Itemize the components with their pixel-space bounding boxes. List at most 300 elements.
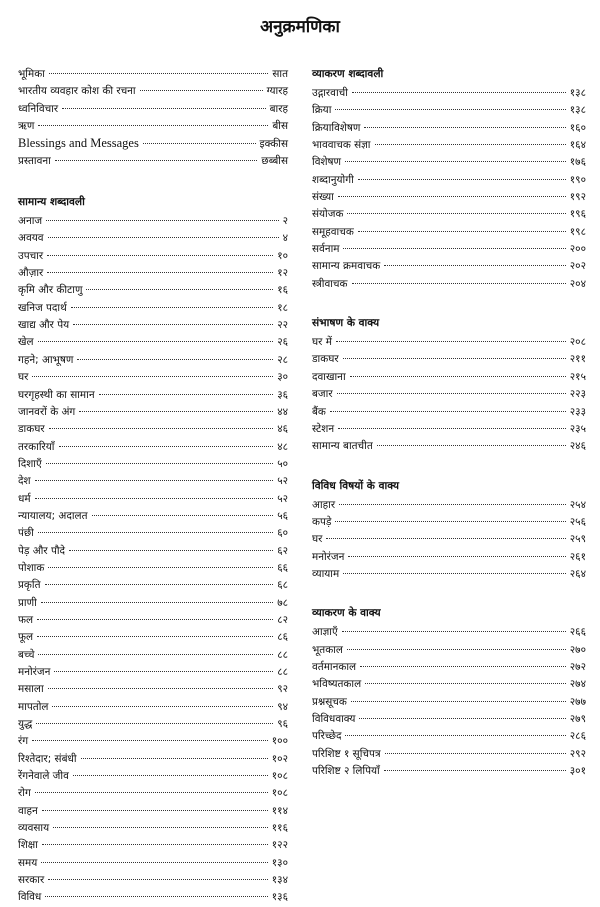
toc-entry-label: घर <box>312 533 323 546</box>
toc-entry-label: परिच्छेद <box>312 730 342 743</box>
toc-entry <box>312 549 586 566</box>
toc-entry-label: खेल <box>18 336 34 349</box>
toc-entry <box>312 120 586 137</box>
toc-entry <box>312 189 586 206</box>
dot-leader <box>69 550 273 551</box>
toc-entry-label: व्यायाम <box>312 567 340 580</box>
toc-entry <box>18 872 288 889</box>
toc-entry-label: आज्ञाएँ <box>312 626 338 639</box>
toc-entry-page: १९८ <box>569 225 586 238</box>
toc-entry <box>18 334 288 351</box>
toc-entry-label: रिश्तेदार; संबंधी <box>18 752 77 765</box>
toc-entry-page: बीस <box>272 120 288 133</box>
toc-entry-page: १९२ <box>569 191 586 204</box>
toc-entry <box>312 676 586 693</box>
dot-leader <box>79 411 273 412</box>
toc-entry-page: २५९ <box>569 533 586 546</box>
toc-entry-page: २२ <box>277 319 288 332</box>
toc-entry-page: १२ <box>277 267 288 280</box>
dot-leader <box>49 428 274 429</box>
toc-entry-label: भूमिका <box>18 68 45 80</box>
toc-entry <box>312 404 586 421</box>
toc-entry <box>312 102 586 119</box>
toc-entry-label: मापतोल <box>18 700 49 713</box>
dot-leader <box>41 862 268 863</box>
dot-leader <box>342 631 566 632</box>
toc-entry <box>18 803 288 820</box>
toc-entry-page: २३५ <box>569 422 586 435</box>
toc-entry <box>312 566 586 583</box>
dot-leader <box>350 376 566 377</box>
toc-entry-page: ९२ <box>277 683 288 696</box>
toc-entry-label: पंछी <box>18 527 34 540</box>
toc-entry-page: ९४ <box>277 700 288 713</box>
dot-leader <box>81 758 268 759</box>
toc-entry-page: ४६ <box>277 423 288 436</box>
toc-entry-page: १७६ <box>569 156 586 169</box>
dot-leader <box>343 358 566 359</box>
toc-entry-page: २४६ <box>569 440 586 453</box>
dot-leader <box>38 532 273 533</box>
toc-entry-label: डाकघर <box>18 423 45 436</box>
toc-entry-label: मसाला <box>18 683 44 696</box>
toc-entry-label: समूहवाचक <box>312 225 354 238</box>
toc-entry-label: प्राणी <box>18 596 37 609</box>
toc-entry <box>18 404 288 421</box>
toc-entry <box>18 837 288 854</box>
toc-entry-page: १६० <box>569 121 586 134</box>
toc-entry-page: २७० <box>569 643 586 656</box>
toc-entry-page: ग्यारह <box>266 85 288 98</box>
dot-leader <box>35 480 274 481</box>
dot-leader <box>62 108 265 109</box>
toc-entry <box>18 716 288 733</box>
toc-entry-label: रेंगनेवाले जीव <box>18 770 69 783</box>
toc-entry-label: वाहन <box>18 804 38 817</box>
dot-leader <box>345 735 565 736</box>
toc-entry-page: ८६ <box>277 631 288 644</box>
dot-leader <box>35 792 268 793</box>
toc-entry-label: खाद्य और पेय <box>18 319 70 332</box>
toc-entry <box>18 889 288 906</box>
toc-entry <box>18 282 288 299</box>
toc-entry <box>312 531 586 548</box>
dot-leader <box>49 73 268 74</box>
toc-entry-label: सामान्य क्रमवाचक <box>312 260 381 273</box>
toc-entry <box>18 101 288 118</box>
toc-entry-page: बारह <box>269 102 288 115</box>
dot-leader <box>360 666 566 667</box>
toc-entry-page: २२३ <box>569 388 586 401</box>
toc-entry-label: सरकार <box>18 874 45 887</box>
toc-entry-label: खनिज पदार्थ <box>18 301 67 314</box>
toc-entry-page: २६४ <box>569 567 586 580</box>
toc-entry-page: १३८ <box>569 104 586 117</box>
dot-leader <box>37 619 273 620</box>
toc-entry-page: २०४ <box>569 277 586 290</box>
toc-entry-label: कपड़े <box>312 515 332 528</box>
dot-leader <box>347 649 566 650</box>
toc-entry <box>18 153 288 170</box>
toc-entry-label: समय <box>18 856 38 869</box>
toc-entry-label: दिशाएँ <box>18 457 42 470</box>
toc-entry-label: पेड़ और पौदे <box>18 544 66 557</box>
toc-entry-label: फल <box>18 613 34 626</box>
right-column <box>312 66 586 780</box>
toc-entry-label: प्रस्तावना <box>18 154 51 167</box>
toc-entry <box>18 768 288 785</box>
toc-entry-label: Blessings and Messages <box>18 136 139 151</box>
toc-entry <box>18 543 288 560</box>
dot-leader <box>92 515 274 516</box>
toc-entry <box>312 206 586 223</box>
toc-entry-page: १०८ <box>271 770 288 783</box>
toc-entry-label: बैंक <box>312 405 326 418</box>
dot-leader <box>42 844 268 845</box>
intro-list <box>18 66 288 170</box>
dot-leader <box>46 463 273 464</box>
dot-leader <box>54 671 273 672</box>
toc-entry-label: अवयव <box>18 232 44 245</box>
toc-entry-label: गहने; आभूषण <box>18 353 74 366</box>
toc-entry <box>18 118 288 135</box>
toc-entry-page: १६ <box>277 284 288 297</box>
dot-leader <box>336 341 566 342</box>
toc-entry-label: उपचार <box>18 249 44 262</box>
toc-entry <box>18 595 288 612</box>
dot-leader <box>335 109 565 110</box>
dot-leader <box>47 255 273 256</box>
toc-entry-label: संयोजक <box>312 208 344 221</box>
dot-leader <box>385 753 566 754</box>
dot-leader <box>384 265 566 266</box>
toc-entry-page: ८२ <box>277 613 288 626</box>
toc-entry <box>312 258 586 275</box>
toc-entry-page: ८८ <box>277 648 288 661</box>
toc-entry-label: बजार <box>312 388 333 401</box>
toc-entry-page: १९६ <box>569 208 586 221</box>
toc-entry <box>18 751 288 768</box>
toc-entry-label: सामान्य बातचीत <box>312 440 373 453</box>
toc-entry-label: स्त्रीवाचक <box>312 277 348 290</box>
toc-entry-page: १३० <box>271 856 288 869</box>
toc-entry-page: २५४ <box>569 498 586 511</box>
toc-entry-label: व्यवसाय <box>18 822 50 835</box>
dot-leader <box>45 896 267 897</box>
toc-entry <box>312 369 586 386</box>
toc-entry-label: भाववाचक संज्ञा <box>312 139 371 152</box>
dot-leader <box>140 90 263 91</box>
left-column <box>18 66 288 907</box>
toc-entry <box>18 387 288 404</box>
toc-entry <box>312 351 586 368</box>
dot-leader <box>48 237 279 238</box>
dot-leader <box>343 248 565 249</box>
toc-entry-label: आहार <box>312 498 336 511</box>
left-sections <box>18 194 288 907</box>
dot-leader <box>48 688 274 689</box>
toc-entry <box>18 265 288 282</box>
toc-entry-page: २७९ <box>569 712 586 725</box>
toc-entry-label: क्रियाविशेषण <box>312 121 361 134</box>
toc-entry <box>312 659 586 676</box>
toc-entry <box>312 241 586 258</box>
toc-entry <box>312 85 586 102</box>
toc-entry <box>312 276 586 293</box>
toc-entry-label: वर्तमानकाल <box>312 660 357 673</box>
toc-entry-label: परिशिष्ट १ सूचिपत्र <box>312 747 381 760</box>
dot-leader <box>358 231 566 232</box>
toc-entry-page: ५० <box>277 457 288 470</box>
toc-entry <box>18 855 288 872</box>
toc-entry-page: २५६ <box>569 515 586 528</box>
toc-entry-label: धर्म <box>18 492 31 505</box>
toc-entry <box>312 438 586 455</box>
toc-entry-label: तरकारियाँ <box>18 440 55 453</box>
toc-entry-page: ५६ <box>277 509 288 522</box>
toc-entry-page: ११६ <box>271 822 288 835</box>
toc-entry-page: १०८ <box>271 787 288 800</box>
toc-entry <box>312 224 586 241</box>
dot-leader <box>348 556 565 557</box>
toc-entry-page: ५२ <box>277 492 288 505</box>
dot-leader <box>365 683 566 684</box>
dot-leader <box>53 827 268 828</box>
toc-entry-label: घर <box>18 371 29 384</box>
toc-entry-label: भूतकाल <box>312 643 343 656</box>
toc-entry <box>18 577 288 594</box>
toc-entry-label: विशेषण <box>312 156 342 169</box>
dot-leader <box>99 394 274 395</box>
dot-leader <box>71 307 273 308</box>
section-heading: विविध विषयों के वाक्य <box>312 479 400 492</box>
toc-entry-label: फूल <box>18 631 34 644</box>
toc-entry <box>18 699 288 716</box>
section-heading: सामान्य शब्दावली <box>18 196 85 209</box>
dot-leader <box>52 706 273 707</box>
toc-entry-label: दवाखाना <box>312 370 346 383</box>
toc-entry <box>18 135 288 152</box>
toc-entry-page: ३० <box>277 371 288 384</box>
toc-entry <box>18 317 288 334</box>
toc-entry <box>18 248 288 265</box>
dot-leader <box>375 144 566 145</box>
toc-entry-page: २१५ <box>569 370 586 383</box>
toc-entry-page: ८८ <box>277 666 288 678</box>
toc-entry-page: ६६ <box>277 561 288 574</box>
toc-entry <box>312 497 586 514</box>
toc-entry-page: ४८ <box>277 440 288 453</box>
dot-leader <box>32 376 273 377</box>
toc-entry <box>312 624 586 641</box>
dot-leader <box>77 359 273 360</box>
toc-entry-label: भविष्यतकाल <box>312 678 362 691</box>
toc-entry-label: शिक्षा <box>18 839 38 852</box>
toc-entry-page: २०८ <box>569 336 586 349</box>
toc-entry <box>18 560 288 577</box>
dot-leader <box>347 213 565 214</box>
toc-entry-page: २७७ <box>569 695 586 708</box>
dot-leader <box>48 567 273 568</box>
toc-entry <box>18 300 288 317</box>
toc-entry-label: घरगृहस्थी का सामान <box>18 388 95 401</box>
toc-entry-page: ५२ <box>277 475 288 488</box>
toc-entry <box>18 230 288 247</box>
toc-entry-page: ३६ <box>277 388 288 401</box>
toc-entry-page: १९० <box>569 173 586 186</box>
dot-leader <box>46 220 278 221</box>
dot-leader <box>339 504 566 505</box>
toc-entry-page: २८६ <box>569 730 586 743</box>
toc-entry-page: २११ <box>569 353 586 366</box>
toc-entry-page: १०० <box>271 735 288 748</box>
toc-entry-label: क्रिया <box>312 104 332 117</box>
dot-leader <box>37 636 273 637</box>
dot-leader <box>358 179 566 180</box>
toc-entry <box>18 421 288 438</box>
toc-entry <box>18 369 288 386</box>
toc-entry-page: २९२ <box>569 747 586 760</box>
dot-leader <box>38 341 274 342</box>
toc-entry <box>312 137 586 154</box>
toc-entry-label: देश <box>18 475 31 488</box>
toc-entry-label: विविध <box>18 891 42 904</box>
toc-entry <box>18 647 288 664</box>
dot-leader <box>35 498 274 499</box>
toc-entry-page: ११४ <box>271 804 288 817</box>
toc-entry <box>18 456 288 473</box>
dot-leader <box>343 573 566 574</box>
dot-leader <box>32 740 268 741</box>
toc-entry-label: कृमि और कीटाणु <box>18 284 83 297</box>
toc-entry <box>312 421 586 438</box>
dot-leader <box>42 810 268 811</box>
toc-entry-label: युद्ध <box>18 718 33 731</box>
toc-entry-label: भारतीय व्यवहार कोश की रचना <box>18 85 136 98</box>
toc-entry-page: २७४ <box>569 678 586 691</box>
right-sections <box>312 66 586 780</box>
toc-entry-label: रोग <box>18 787 31 800</box>
toc-entry <box>312 711 586 728</box>
toc-entry-page: १६४ <box>569 139 586 152</box>
toc-entry <box>312 746 586 763</box>
toc-entry-label: प्रकृति <box>18 579 41 592</box>
toc-entry <box>18 525 288 542</box>
toc-entry <box>18 681 288 698</box>
toc-entry-page: ४४ <box>277 405 288 418</box>
dot-leader <box>384 770 566 771</box>
toc-entry-page: ६० <box>277 527 288 540</box>
dot-leader <box>352 92 566 93</box>
toc-entry <box>18 439 288 456</box>
toc-entry-label: संख्या <box>312 191 334 204</box>
toc-entry <box>312 154 586 171</box>
dot-leader <box>48 879 268 880</box>
dot-leader <box>38 125 268 126</box>
toc-entry-label: डाकघर <box>312 353 339 366</box>
dot-leader <box>359 718 565 719</box>
toc-entry-label: ध्वनिविचार <box>18 102 59 115</box>
toc-entry-page: २०० <box>569 243 586 256</box>
toc-entry-page: १०२ <box>271 752 288 765</box>
dot-leader <box>337 393 566 394</box>
toc-entry-page: २६६ <box>569 626 586 639</box>
toc-entry-label: औज़ार <box>18 267 44 280</box>
dot-leader <box>345 161 566 162</box>
dot-leader <box>73 775 268 776</box>
toc-entry <box>312 728 586 745</box>
toc-entry <box>18 664 288 681</box>
toc-entry-page: १० <box>277 249 288 262</box>
toc-entry-label: प्रश्नसूचक <box>312 695 347 708</box>
toc-entry <box>18 491 288 508</box>
toc-entry <box>18 352 288 369</box>
toc-entry <box>312 642 586 659</box>
toc-entry-page: ३०१ <box>569 765 586 777</box>
toc-entry-page: २६१ <box>569 550 586 563</box>
toc-entry-page: २८ <box>277 353 288 366</box>
toc-entry-label: विविधवाक्य <box>312 712 356 725</box>
toc-entry-page: २०२ <box>569 260 586 273</box>
dot-leader <box>38 654 273 655</box>
toc-entry-label: पोशाक <box>18 561 45 574</box>
toc-entry-label: न्यायालय; अदालत <box>18 509 88 522</box>
toc-entry-page: १३८ <box>569 87 586 99</box>
dot-leader <box>377 445 566 446</box>
page-title: अनुक्रमणिका <box>260 17 340 37</box>
toc-entry-page: ४ <box>282 232 288 245</box>
toc-entry <box>312 386 586 403</box>
dot-leader <box>59 446 274 447</box>
dot-leader <box>364 127 565 128</box>
dot-leader <box>326 538 565 539</box>
toc-entry-page: २ <box>282 215 288 228</box>
toc-entry <box>312 514 586 531</box>
toc-entry-label: सर्वनाम <box>312 243 340 256</box>
dot-leader <box>47 272 273 273</box>
dot-leader <box>73 324 273 325</box>
toc-entry <box>312 334 586 351</box>
toc-entry <box>312 694 586 711</box>
toc-entry-page: २३३ <box>569 405 586 418</box>
toc-entry <box>18 83 288 100</box>
toc-entry-label: परिशिष्ट २ लिपियाँ <box>312 765 380 777</box>
toc-entry-page: ७८ <box>277 596 288 609</box>
toc-entry-page: २७२ <box>569 660 586 673</box>
toc-entry <box>312 763 586 780</box>
toc-entry <box>18 733 288 750</box>
toc-entry <box>18 612 288 629</box>
toc-entry-page: सात <box>272 68 288 80</box>
toc-entry-page: १२२ <box>271 839 288 852</box>
dot-leader <box>41 602 273 603</box>
toc-entry-label: जानवरों के अंग <box>18 405 76 418</box>
toc-entry <box>18 213 288 230</box>
toc-entry-label: स्टेशन <box>312 422 335 435</box>
toc-entry <box>18 473 288 490</box>
toc-entry-label: शब्दानुयोगी <box>312 173 354 186</box>
dot-leader <box>36 723 273 724</box>
toc-entry-page: छब्बीस <box>261 154 288 167</box>
toc-entry-label: रंग <box>18 735 29 748</box>
section-heading: व्याकरण शब्दावली <box>312 68 384 80</box>
toc-entry-label: मनोरंजन <box>312 550 345 563</box>
dot-leader <box>330 411 566 412</box>
dot-leader <box>45 584 274 585</box>
dot-leader <box>338 196 566 197</box>
dot-leader <box>352 283 566 284</box>
toc-entry <box>18 629 288 646</box>
